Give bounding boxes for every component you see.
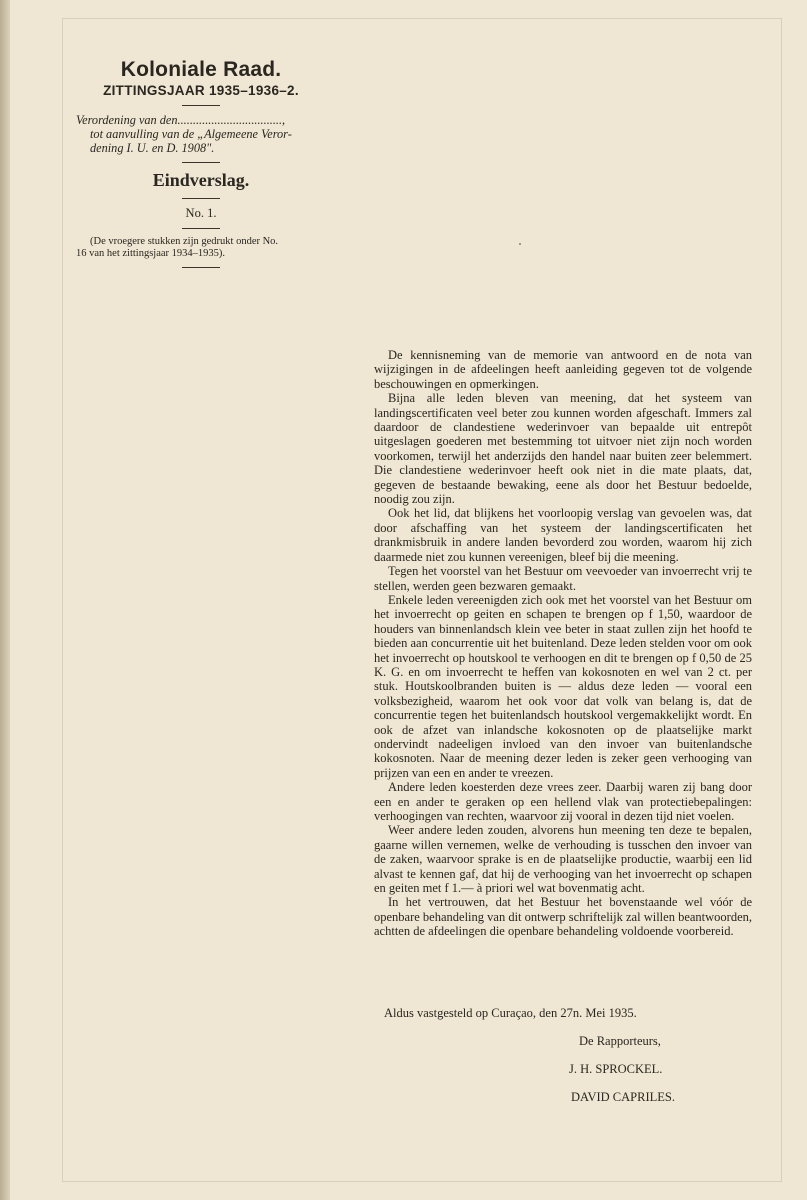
body-paragraph: Bijna alle leden bleven van meening, dat het systeem van landingscertificaten veel beter zou kunnen worden afgeschaft. Immers zal daardoor de clandestiene wederinvoer van bepaalde uit entrepôt uitgeslagen goederen met bestemming tot uitvoer niet zijn noch worden voorkomen, terwijl het anderzijds den handel naar buiten zeer belemmert. Die clandestiene wederinvoer heeft ook niet in die mate plaats, dat, gegeven de bestaande bewaking, eene als door het Bestuur bedoelde, noodig zou zijn. [374, 391, 752, 507]
body-paragraph: In het vertrouwen, dat het Bestuur het bovenstaande wel vóór de openbare behandeling van dit ontwerp schriftelijk zal willen beantwoorden, achtten de afdeelingen die openbare behandeling voldoende voorbereid. [374, 895, 752, 939]
report-title: Eindverslag. [152, 170, 250, 190]
divider [182, 198, 220, 199]
body-paragraph: Tegen het voorstel van het Bestuur om veevoeder van invoerrecht vrij te stellen, werden geen bezwaren gemaakt. [374, 564, 752, 593]
ordinance-line: tot aanvulling van de „Algemeene Veror- [90, 127, 292, 141]
body-paragraph: De kennisneming van de memorie van antwoord en de nota van wijzigingen in de afdeelingen heeft aanleiding gegeven tot de volgende beschouwingen en opmerkingen. [374, 348, 752, 391]
speck [519, 243, 521, 245]
ordinance-line: dening I. U. en D. 1908". [90, 141, 215, 155]
divider [182, 267, 220, 268]
report-body [374, 348, 752, 939]
ordinance-title [70, 113, 332, 155]
divider [182, 228, 220, 229]
note-line: 16 van het zittingsjaar 1934–1935). [76, 248, 226, 259]
note-line: (De vroegere stukken zijn gedrukt onder No. [90, 236, 279, 247]
body-paragraph: Weer andere leden zouden, alvorens hun meening ten deze te bepalen, gaarne willen vernemen, welke de verhouding is tusschen den invoer van de zaken, waarvoor sprake is en de plaatselijke productie, waarbij een lid alvast te kennen gaf, dat hij de verhooging van het invoerrecht op schapen en geiten met f 1.— à priori wel wat bovenmatig acht. [374, 823, 752, 896]
body-paragraph: Enkele leden vereenigden zich ook met het voorstel van het Bestuur om het invoerrecht op geiten en schapen te brengen op f 1,50, waardoor de houders van binnenlandsch klein vee beter in staat zullen zijn het hoofd te bieden aan concurrentie uit het buitenland. Deze leden stelden voor om ook het invoerrecht op houtskool te verhoogen en dit te brengen op f 0,50 de 25 K. G. en om invoerrecht te heffen van kokosnoten en wel van 2 ct. per stuk. Houtskoolbranden buiten is — aldus deze leden — vooral een volksbezigheid, waarom het ook voor dat volk van belang is, dat de concurrentie tegen het buitenlandsch houtskool vergemakkelijkt wordt. En ook de afzet van inlandsche kokosnoten op de plaatselijke markt ondervindt nadeeligen invloed van den invoer van buitenlandsche kokosnoten. Naar de meening dezer leden is zeker geen verhooging van prijzen van een en ander te vreezen. [374, 592, 752, 780]
divider [182, 105, 220, 106]
page-binding-edge [0, 0, 10, 1200]
body-paragraph: Andere leden koesterden deze vrees zeer. Daarbij waren zij bang door een en ander te geraken op een hellend vlak van protectiebepalingen: verhoogingen van rechten, waarvoor zij vooral in dezen tijd niet voelen. [374, 780, 752, 823]
reference-note [70, 236, 332, 260]
signatory-name: DAVID CAPRILES. [571, 1090, 675, 1104]
rapporteurs-label: De Rapporteurs, [579, 1034, 661, 1048]
session-year: ZITTINGSJAAR 1935–1936–2. [103, 83, 299, 98]
signatory-name: J. H. SPROCKEL. [569, 1062, 663, 1076]
document-number: No. 1. [185, 206, 217, 220]
adoption-line: Aldus vastgesteld op Curaçao, den 27n. Mei 1935. [384, 1006, 637, 1020]
document-header [70, 58, 332, 275]
divider [182, 162, 220, 163]
ordinance-line: Verordening van den.................................., [76, 113, 286, 127]
council-title: Koloniale Raad. [120, 58, 282, 81]
body-paragraph: Ook het lid, dat blijkens het voorloopig verslag van gevoelen was, dat door afschaffing van het systeem der landingscertificaten het drankmisbruik in andere landen bevorderd zou worden, waarom hij zich daarmede niet zou kunnen vereenigen, bleef bij die meening. [374, 506, 752, 564]
